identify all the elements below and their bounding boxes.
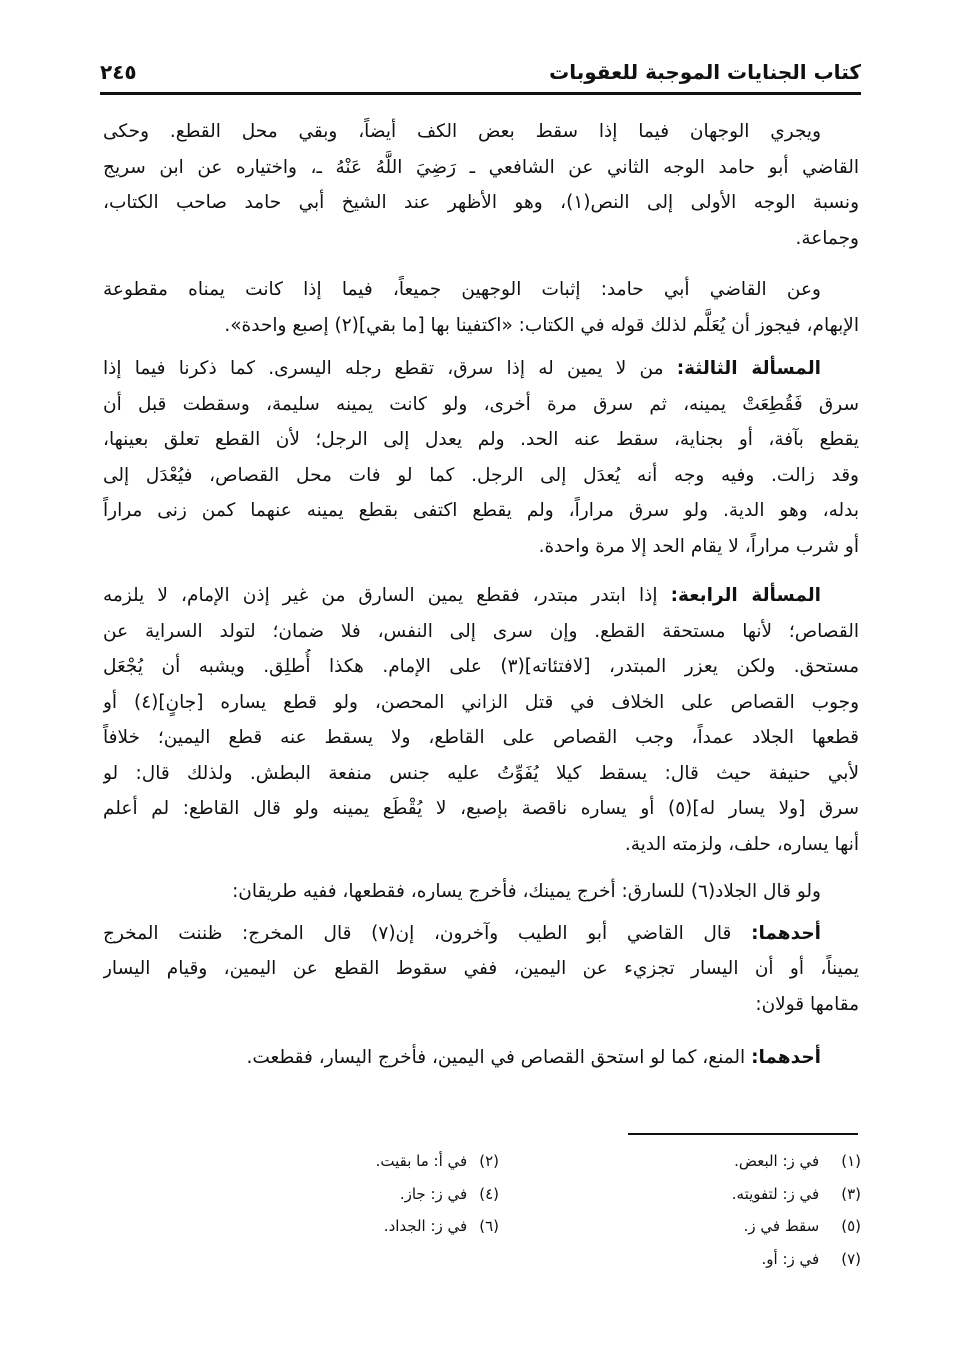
footnote — [732, 1185, 861, 1203]
text-line — [103, 221, 859, 257]
paragraph — [103, 578, 859, 862]
text-line — [103, 827, 859, 863]
footnote-text: في ز: البعض. — [734, 1152, 820, 1170]
text-line — [103, 272, 859, 308]
text-line — [103, 529, 859, 565]
text-line — [103, 422, 859, 458]
text-line — [103, 578, 859, 614]
line-text: مقامها قولان: — [755, 993, 859, 1015]
text-line — [103, 791, 859, 827]
text-line — [103, 114, 859, 150]
line-text: الإبهام، فيجوز أن يُعَلَّم لذلك قوله في الكتاب: «اكتفينا بها [ما بقي](٢) إصبع واحدة». — [224, 314, 859, 336]
footnote — [400, 1185, 499, 1203]
section-heading: أحدهما: — [751, 1047, 821, 1068]
footnote-number: (٦) — [479, 1217, 499, 1235]
footnote — [376, 1152, 499, 1170]
line-text: إذا ابتدر مبتدر، فقطع يمين السارق من غير إذن الإمام، لا يلزمه — [103, 585, 671, 606]
text-line — [103, 458, 859, 494]
page-number: ٢٤٥ — [100, 60, 137, 84]
text-line — [103, 150, 859, 186]
footnote-text: في ز: الجداد. — [383, 1217, 468, 1235]
footnote-text: سقط في ز. — [743, 1217, 820, 1235]
main-text — [103, 114, 859, 1076]
running-header — [100, 58, 861, 92]
footnote-number: (٣) — [841, 1184, 861, 1203]
text-line — [103, 720, 859, 756]
section-heading: المسألة الثالثة: — [676, 358, 821, 379]
line-text: بدله، وهو الدية. ولو سرق مراراً، ولم يقطع اكتفى بقطع يمينه عنهما كمن زنى مراراً — [103, 500, 859, 521]
line-text: قال القاضي أبو الطيب وآخرون، إن(٧) قال المخرج: ظننت المخرج — [103, 922, 752, 944]
section-heading: أحدهما: — [751, 922, 821, 944]
footnote-text: في ز: جاز. — [399, 1184, 468, 1203]
text-line — [103, 308, 859, 344]
line-text: وقد زالت. وفيه وجه أنه يُعدَل إلى الرجل. كما لو فات محل القصاص، فيُعْدَل إلى — [103, 464, 859, 486]
line-text: أو شرب مراراً، لا يقام الحد إلا مرة واحدة. — [538, 535, 859, 557]
line-text: قطعها الجلاد عمداً، وجب القصاص على القاطع، ولا يسقط عنه قطع اليمين؛ خلافاً — [103, 727, 859, 748]
text-line — [103, 649, 859, 685]
line-text: القاضي أبو حامد الوجه الثاني عن الشافعي ـ رَضِيَ اللَّهُ عَنْهُ ـ، واختياره عن ابن سريج — [103, 156, 859, 178]
footnote-number: (٧) — [841, 1249, 861, 1268]
section-heading: المسألة الرابعة: — [670, 585, 822, 606]
footnote-text: في أ: ما بقيت. — [375, 1152, 468, 1170]
footnote-text: في ز: أو. — [761, 1249, 820, 1268]
footnote-number: (٤) — [479, 1184, 499, 1203]
line-text: وعن القاضي أبي حامد: إثبات الوجهين جميعاً، فيما إذا كانت يمناه مقطوعة — [103, 279, 821, 300]
line-text: ونسبة الوجه الأولى إلى النص(١)، وهو الأظهر عند الشيخ أبي حامد صاحب الكتاب، — [103, 192, 859, 213]
paragraph — [103, 272, 859, 343]
text-line — [103, 951, 859, 987]
paragraph — [103, 874, 859, 910]
text-line — [103, 493, 859, 529]
line-text: سرق [ولا يسار له](٥) أو يساره ناقصة بإصبع، لا يُقْطَع يمينه ولو قال القاطع: لم أعلم — [103, 798, 859, 819]
footnote — [744, 1217, 861, 1235]
line-text: مستحق. ولكن يعزر المبتدر، [لافتئاته](٣) على الإمام. هكذا أُطلِق. ويشبه أن يُجْعَل — [103, 656, 859, 677]
text-line — [103, 916, 859, 952]
line-text: يقطع بآفة، أو بجناية، سقط عنه الحد. ولم يعدل إلى الرجل؛ لأن القطع تعلق بعينها، — [103, 429, 859, 450]
header-rule — [100, 92, 861, 95]
line-text: القصاص؛ لأنها مستحقة القطع. وإن سرى إلى النفس، فلا ضمان؛ لتولد السراية عن — [103, 620, 859, 642]
footnote — [734, 1152, 861, 1170]
line-text: ويجري الوجهان فيما إذا سقط بعض الكف أيضاً، وبقي محل القطع. وحكى — [103, 121, 821, 142]
paragraph — [103, 351, 859, 564]
footnote — [762, 1250, 861, 1268]
footnote-text: في ز: لتفويته. — [731, 1184, 820, 1203]
text-line — [103, 874, 859, 910]
footnote-number: (٢) — [479, 1152, 499, 1170]
paragraph — [103, 114, 859, 256]
text-line — [103, 185, 859, 221]
footnote-number: (٥) — [841, 1217, 861, 1235]
footnote-rule — [628, 1133, 858, 1135]
footnote-number: (١) — [841, 1152, 861, 1170]
line-text: ولو قال الجلاد(٦) للسارق: أخرج يمينك، فأخرج يساره، فقطعها، ففيه طريقان: — [232, 881, 821, 902]
text-line — [103, 685, 859, 721]
paragraph — [103, 916, 859, 1023]
text-line — [103, 614, 859, 650]
text-line — [103, 387, 859, 423]
line-text: وجوب القصاص على الخلاف في قتل الزاني المحصن، ولو قطع يساره [جانٍ](٤) أو — [103, 691, 859, 713]
text-line — [103, 1040, 859, 1076]
text-line — [103, 351, 859, 387]
line-text: المنع، كما لو استحق القصاص في اليمين، فأخرج اليسار، فقطعت. — [246, 1047, 752, 1068]
line-text: وجماعة. — [795, 227, 859, 249]
paragraph — [103, 1040, 859, 1076]
text-line — [103, 987, 859, 1023]
line-text: سرق فَقُطِعَتْ يمينه، ثم سرق مرة أخرى، ولو كانت يمينه سليمة، وسقطت قبل أن — [103, 393, 859, 415]
text-line — [103, 756, 859, 792]
line-text: من لا يمين له إذا سرق، تقطع رجله اليسرى. كما ذكرنا فيما إذا — [103, 358, 677, 379]
line-text: أنها يساره، حلف، ولزمته الدية. — [624, 833, 859, 855]
line-text: لأبي حنيفة حيث قال: يسقط كيلا يُفَوِّتُ عليه جنس منفعة البطش. ولذلك قال: لو — [103, 762, 859, 784]
line-text: يميناً، أو أن اليسار تجزيء عن اليمين، ففي سقوط القطع عن اليمين، وقيام اليسار — [103, 958, 859, 979]
footnote — [384, 1217, 499, 1235]
book-title: كتاب الجنايات الموجبة للعقوبات — [549, 60, 861, 84]
